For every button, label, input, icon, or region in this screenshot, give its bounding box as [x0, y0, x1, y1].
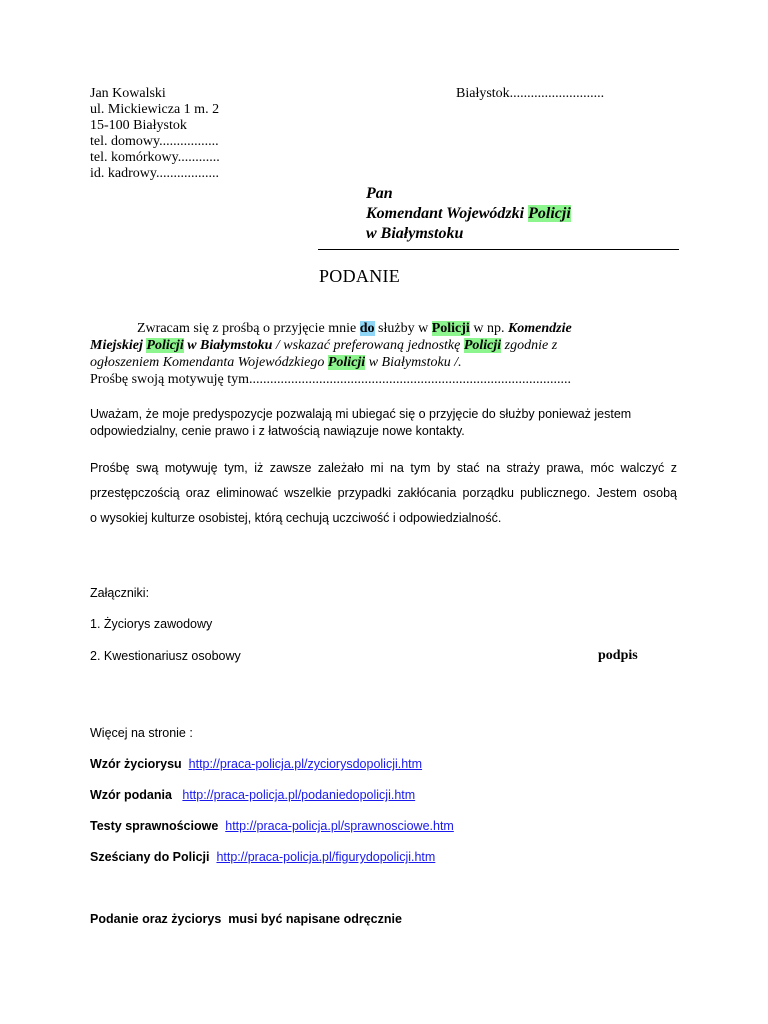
sender-street: ul. Mickiewicza 1 m. 2 [90, 102, 220, 117]
request-text: ogłoszeniem Komendanta Wojewódzkiego [90, 355, 328, 370]
link-application[interactable]: http://praca-policja.pl/podaniedopolicji.htm [182, 788, 416, 802]
link-cv[interactable] [189, 757, 422, 771]
sender-name: Jan Kowalski [90, 86, 166, 101]
place-date: Białystok........................... [456, 86, 605, 101]
motivation-line1: Prośbę swą motywuję tym, iż zawsze zależało mi na tym by stać na straży prawa, móc walczyć z [90, 461, 677, 475]
request-text: / wskazać preferowaną jednostkę [272, 338, 464, 353]
link-label-cv: Wzór życiorysu [90, 757, 182, 771]
paragraph-predispositions: Uważam, że moje predyspozycje pozwalają mi ubiegać się o przyjęcie do służby ponieważ jestem odpowiedzialny, cenie prawo i z łatwością nawiązuje nowe kontakty. [90, 407, 632, 438]
link-fitness[interactable]: http://praca-policja.pl/sprawnosciowe.htm [225, 819, 454, 833]
link-row-cv [90, 757, 422, 771]
request-highlight-policji: Policji [327, 355, 366, 370]
request-unit: Miejskiej [90, 338, 147, 353]
recipient-line2-text: Komendant Wojewódzki [366, 205, 529, 222]
request-highlight-do: do [359, 321, 375, 336]
link-label-cubes: Sześciany do Policji [90, 850, 210, 864]
document-title: PODANIE [319, 266, 401, 286]
recipient-line2-highlight: Policji [528, 205, 571, 222]
link-label-fitness: Testy sprawnościowe [90, 819, 219, 833]
link-row-application [90, 788, 415, 802]
request-text: w Białymstoku /. [365, 355, 462, 370]
request-text: zgodnie z [501, 338, 558, 353]
request-line1 [90, 320, 680, 337]
link-cv-url-part[interactable]: http://praca-policja.pl/ [188, 757, 308, 771]
motivation-line2: przestępczością oraz eliminować wszelkie przypadki zakłócania porządku publicznego. Jestem osobą [90, 486, 677, 500]
paragraph-motivation [90, 456, 677, 531]
link-row-fitness [90, 819, 454, 833]
recipient [366, 184, 571, 244]
sender-phone-home: tel. domowy................. [90, 134, 219, 149]
request-paragraph [90, 320, 680, 388]
recipient-line3: w Białymstoku [366, 225, 464, 242]
request-text: w np. [469, 321, 508, 336]
sender-phone-mobile: tel. komórkowy............ [90, 150, 220, 165]
request-highlight-policji: Policji [146, 338, 184, 353]
request-line3 [90, 354, 680, 371]
link-cubes[interactable]: http://praca-policja.pl/figurydopolicji.htm [216, 850, 436, 864]
recipient-rule [318, 249, 679, 250]
footer-note: Podanie oraz życiorys musi być napisane odręcznie [90, 912, 402, 926]
recipient-line2 [366, 204, 571, 224]
attachments-label: Załączniki: [90, 586, 150, 600]
more-label: Więcej na stronie : [90, 726, 193, 740]
link-row-cubes [90, 850, 435, 864]
request-unit: w Białymstoku [183, 338, 273, 353]
request-highlight-policji: Policji [463, 338, 502, 353]
request-text: Zwracam się z prośbą o przyjęcie mnie [137, 321, 360, 336]
link-cv-url-part[interactable]: zyciorysdopolicji.htm [307, 757, 423, 771]
sender-staff-id: id. kadrowy.................. [90, 166, 219, 181]
sender-address [90, 86, 220, 182]
request-text: służby w [374, 321, 432, 336]
signature-label: podpis [598, 648, 638, 663]
request-highlight-policji: Policji [431, 321, 470, 336]
request-line4: Prośbę swoją motywuję tym............................................................................................ [90, 372, 572, 387]
recipient-line1: Pan [366, 185, 393, 202]
motivation-line3: o wysokiej kulturze osobistej, którą cechują uczciwość i odpowiedzialność. [90, 511, 502, 525]
attachment-item-1: 1. Życiorys zawodowy [90, 617, 213, 631]
link-label-application: Wzór podania [90, 788, 172, 802]
sender-city: 15-100 Białystok [90, 118, 187, 133]
request-unit: Komendzie [507, 321, 572, 336]
request-line2 [90, 337, 680, 354]
attachment-item-2: 2. Kwestionariusz osobowy [90, 649, 241, 663]
